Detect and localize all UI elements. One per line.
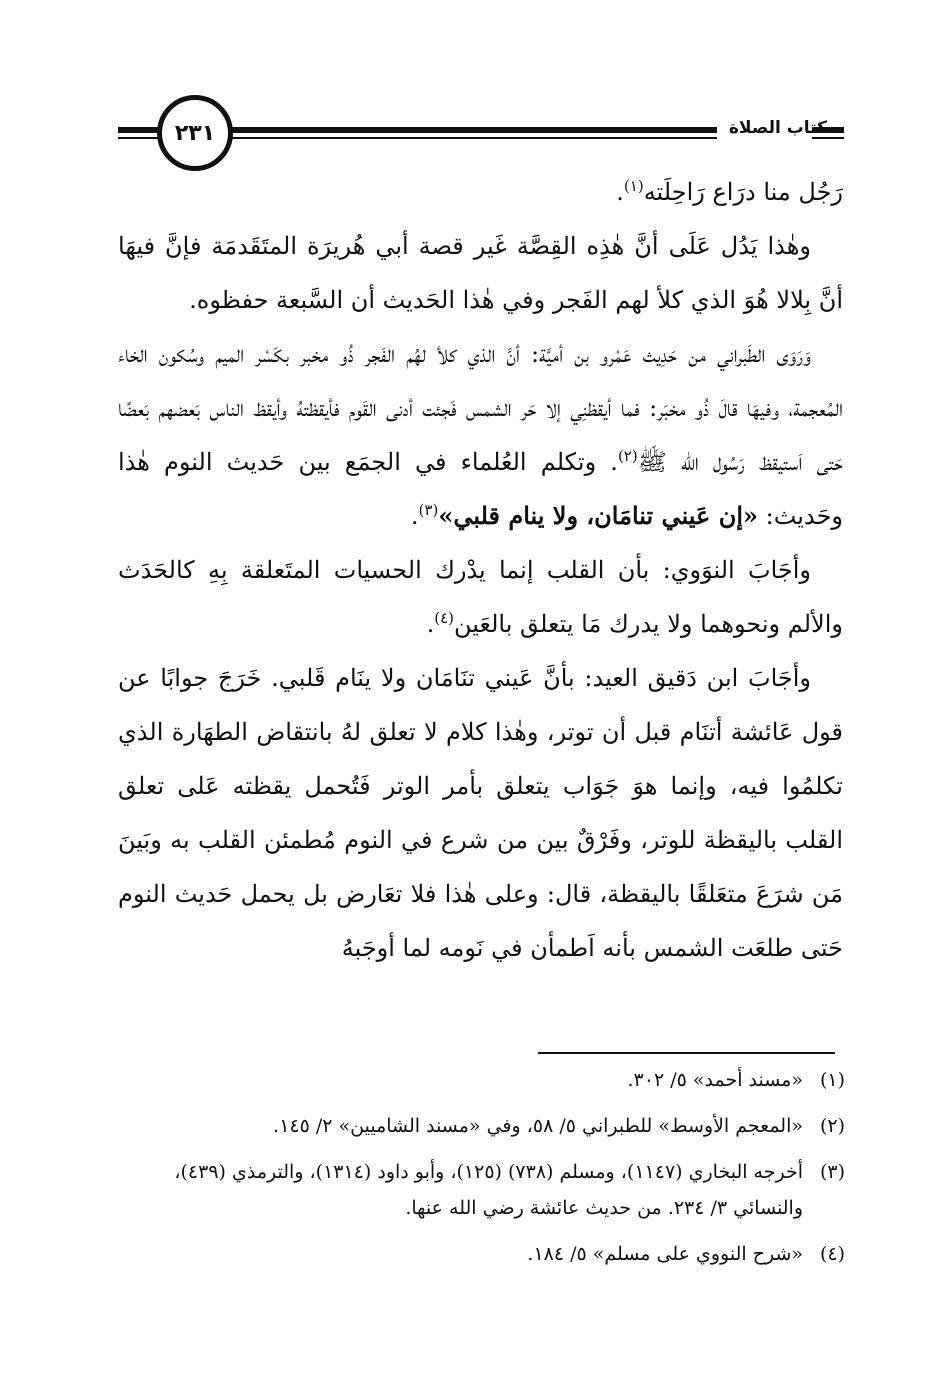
paragraph-3-text: وَرَوَى الطَبراني من حَدِيث عَمْرو بن أميَّة: أنَّ الذي كلأ لهُم الفَجر ذُو مخبر بكَسْر الميم وسُكون الخاء المُعجمة، وفيهَا قالَ ذُو مخبَر: فما أيقظنِي إلا حَر الشمس فَجئت أدنى القَوم فأيقظتهُ وأيقظ الناس بَعضهم بَعضًا حَتى اَستيقظ رَسُول الله ﷺ [118, 340, 844, 476]
footnote-text: «شرح النووي على مسلم» ٥/ ١٨٤. [527, 1243, 803, 1265]
footnote-text: «المعجم الأوسط» للطبراني ٥/ ٥٨، وفي «مسند الشاميين» ٢/ ١٤٥. [273, 1115, 803, 1137]
footnote-3 [110, 1154, 845, 1226]
paragraph-4 [118, 543, 843, 651]
footnote-4 [110, 1236, 845, 1272]
running-title: كتاب الصلاة [728, 118, 827, 138]
footnote-ref-2: (٢) [617, 447, 638, 465]
footnote-number: (٣) [819, 1161, 845, 1183]
footnote-number: (٢) [819, 1115, 845, 1137]
paragraph-4-end: . [426, 610, 435, 638]
page-number-badge [157, 95, 233, 171]
hadith-quote: «إن عَيني تنامَان، ولا ينام قلبي» [438, 501, 759, 530]
paragraph-3-end: . [410, 502, 419, 530]
footnote-ref-1: (١) [623, 177, 644, 195]
paragraph-3 [118, 327, 843, 543]
footnote-number: (٤) [819, 1243, 845, 1265]
footnote-text: «مسند أحمد» ٥/ ٣٠٢. [627, 1069, 803, 1091]
footnote-divider [538, 1052, 835, 1054]
paragraph-3-text-cont: . وتكلم العُلماء في الجمَع بين حَديث النوم هٰذا وحَديث: [118, 448, 843, 530]
paragraph-1-end: . [616, 178, 624, 206]
footnote-number: (١) [819, 1069, 845, 1091]
footnote-1 [110, 1062, 845, 1098]
header-rule-right-thin [227, 137, 717, 139]
footnote-ref-3: (٣) [418, 501, 439, 519]
paragraph-4-text: وأجَابَ النوَوي: بأن القلب إنما يدْرك الحسيات المتَعلقة بِهِ كالحَدَث والألم ونحوهما ولا يدرك مَا يتعلق بالعَين [118, 556, 843, 638]
footnote-2 [110, 1108, 845, 1144]
paragraph-2: وهٰذا يَدُل عَلَى أنَّ هٰذِه القِصَّة غَير قصة أبي هُريرَة المتَقَدمَة فإنَّ فيهَا أنَّ بِلالا هُوَ الذي كلأ لهم الفَجر وفي هٰذا الحَديث أن السَّبعة حفظوه. [118, 232, 843, 314]
page-header [0, 0, 951, 170]
footnotes [110, 1062, 845, 1282]
footnote-text: أخرجه البخاري (١١٤٧)، ومسلم (٧٣٨) (١٢٥)، وأبو داود (١٣١٤)، والترمذي (٤٣٩)، والنسائي ٣/ ٢٣٤. من حديث عائشة رضي الله عنها. [174, 1161, 803, 1219]
main-text [118, 165, 843, 975]
header-rule-right-thick [227, 127, 717, 133]
footnote-ref-4: (٤) [434, 609, 455, 627]
page-number: ٢٣١ [174, 120, 216, 146]
paragraph-5: وأجَابَ ابن دَقيق العيد: بأنَّ عَيني تنَامَان ولا ينَام قَلبي. خَرَجَ جوابًا عن قول عَائشة أتنَام قبل أن توتر، وهٰذا كلام لا تعلق لهُ بانتقاض الطهَارة الذي تكلمُوا فيه، وإنما هوَ جَوَاب يتعلق بأمر الوتر فَتُحمل يقظته عَلى تعلق القلب باليقظة للوتر، وفَرْقٌ بين من شرع في النوم مُطمئن القلب به وبَينَ مَن شرَعَ متعَلقًا باليقظة، قال: وعلى هٰذا فلا تعَارض بل يحمل حَديث النوم حَتى طلعَت الشمس بأنه اَطمأن في نَومه لما أوجَبهُ [118, 664, 843, 962]
paragraph-1 [118, 165, 843, 219]
paragraph-1-text: رَجُل منا درَاع رَاحِلَته [643, 178, 843, 206]
